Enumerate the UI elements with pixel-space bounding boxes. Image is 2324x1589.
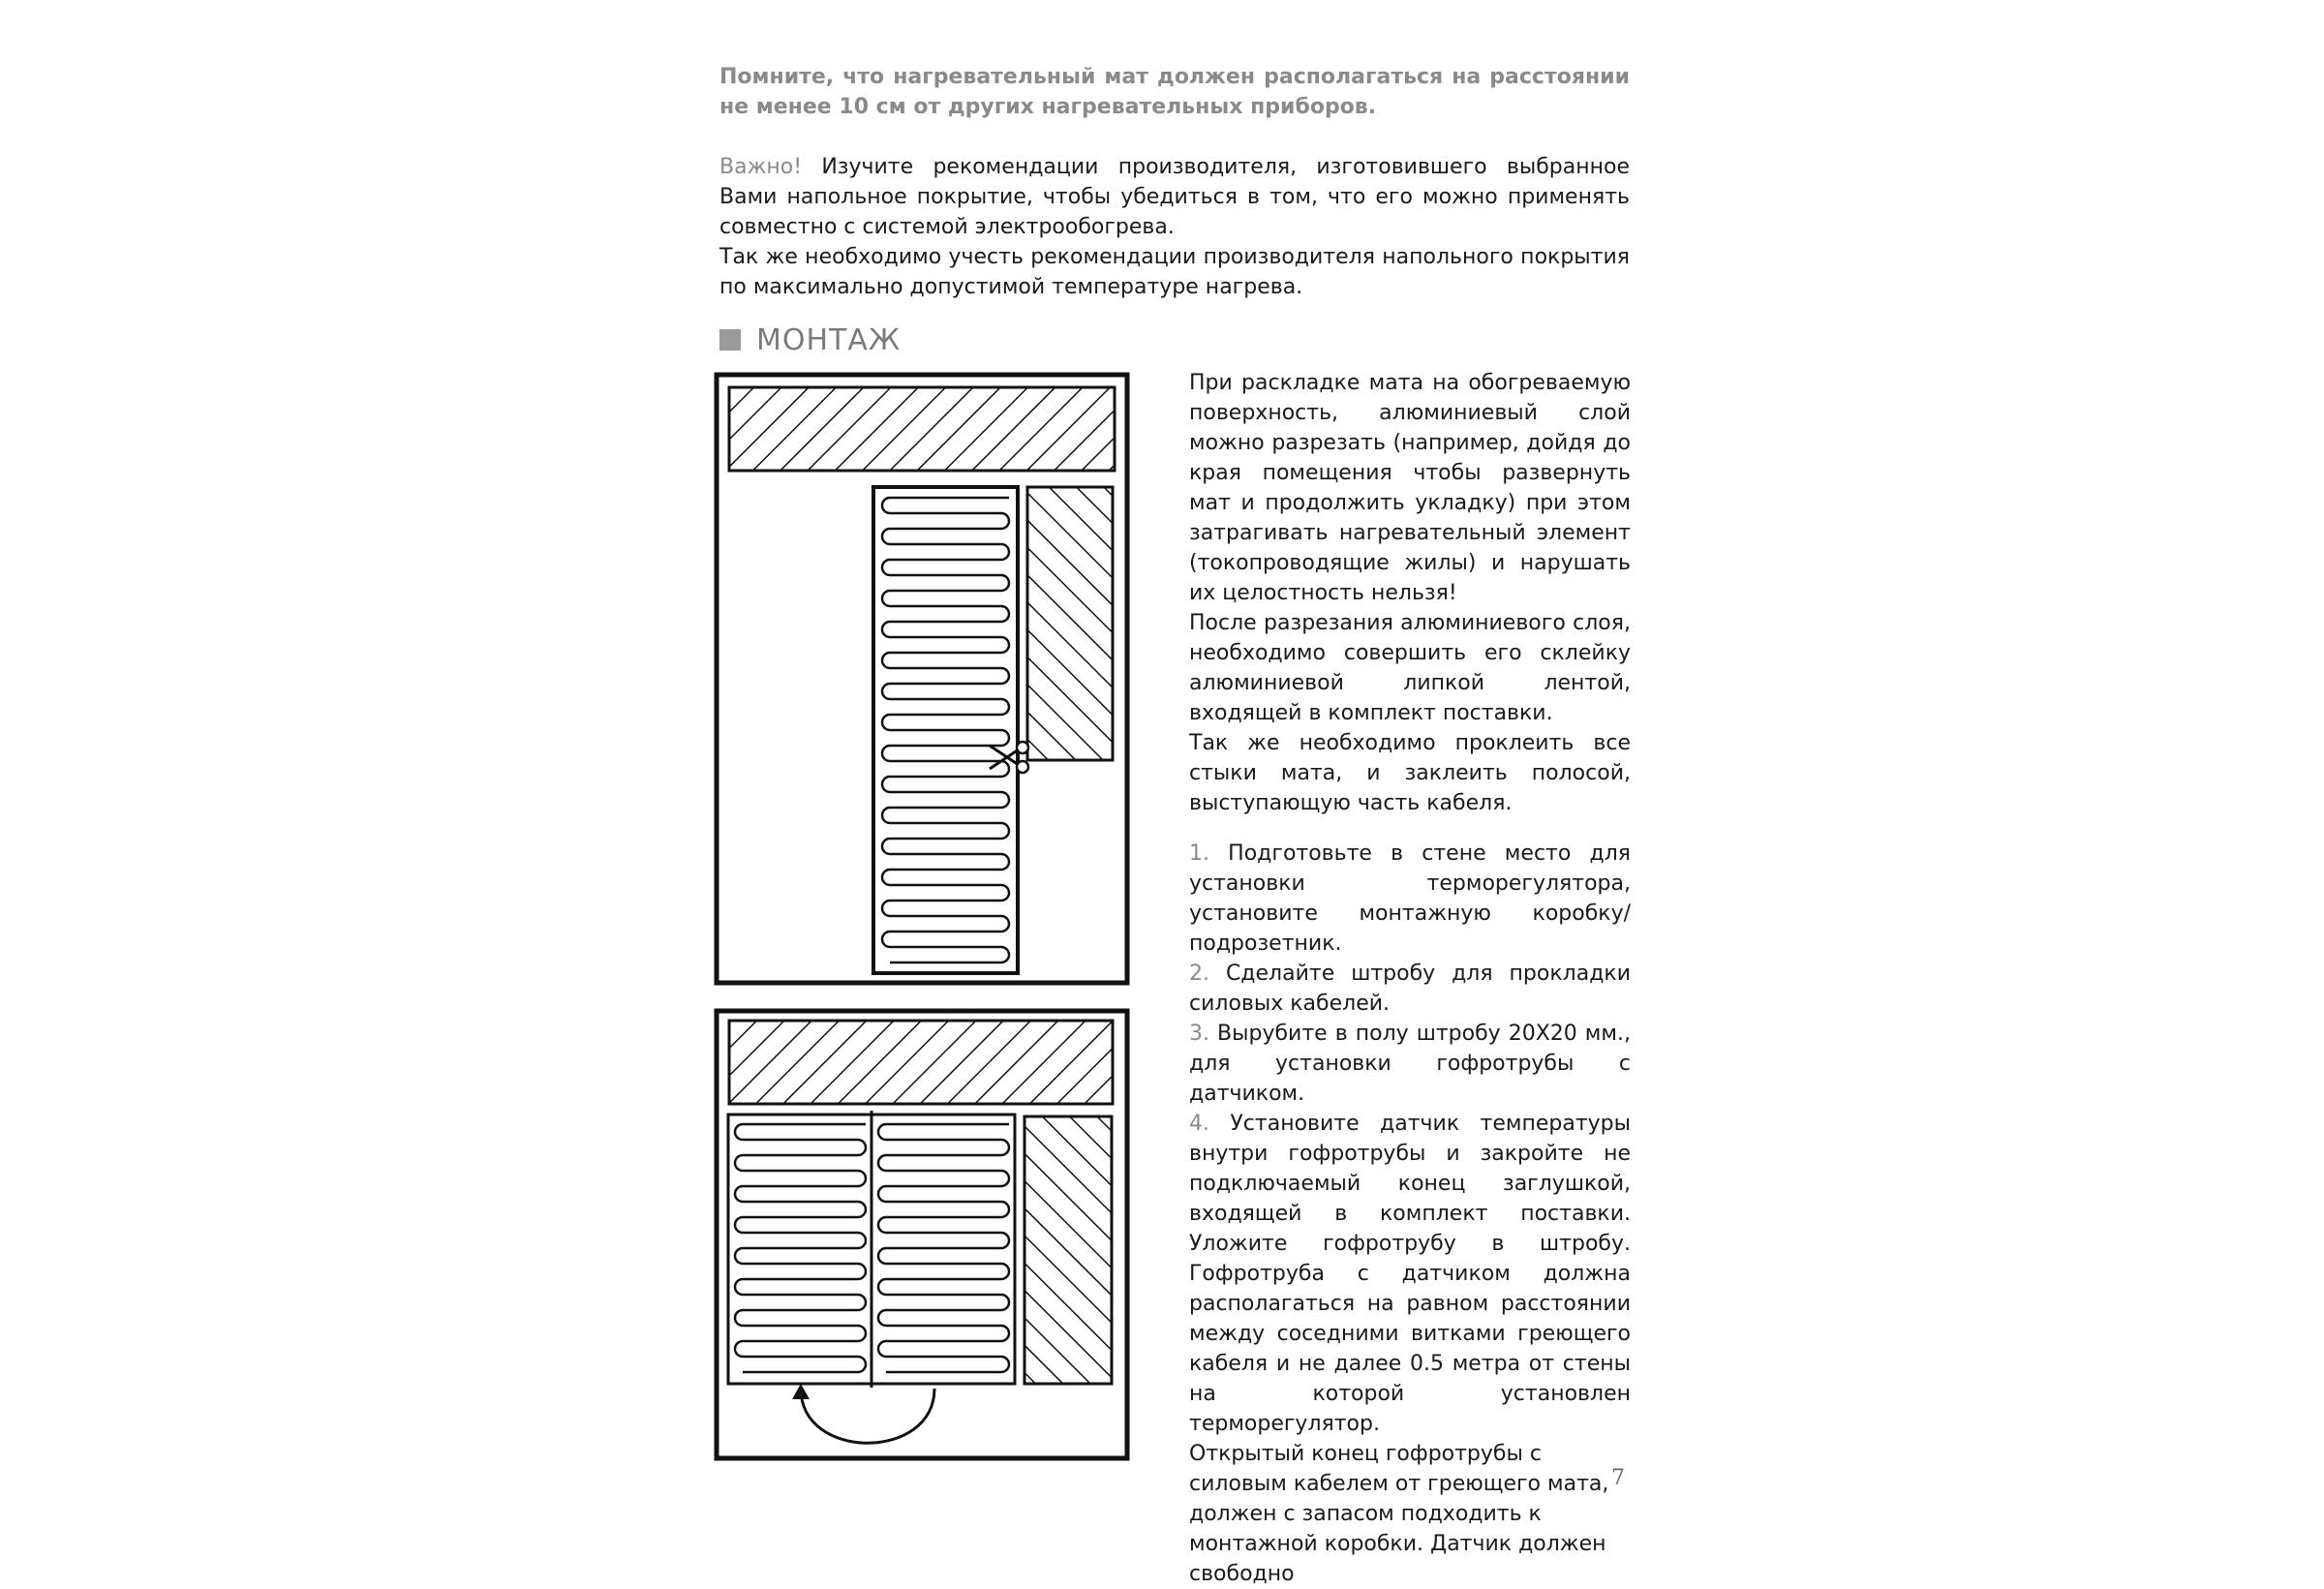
temperature-paragraph: Так же необходимо учесть рекомендации производителя напольного покрытия по максимально допустимой температуре нагрева. bbox=[719, 245, 1630, 299]
step-3 bbox=[1189, 1019, 1631, 1109]
important-paragraph bbox=[719, 152, 1630, 242]
step-text: Подготовьте в стене место для установки терморегулятора, установите монтажную коробку/подрозетник. bbox=[1189, 841, 1631, 956]
joints-paragraph: Так же необходимо проклеить все стыки мата, и заклеить полосой, выступающую часть кабеля. bbox=[1189, 731, 1631, 815]
installation-text-column bbox=[1189, 368, 1631, 1589]
open-end-paragraph: Открытый конец гофротрубы с силовым кабелем от греющего мата, должен с запасом подходить к монтажной коробки. Датчик должен свободно bbox=[1189, 1442, 1609, 1586]
step-2 bbox=[1189, 959, 1631, 1019]
section-square-icon bbox=[719, 329, 741, 351]
section-title: МОНТАЖ bbox=[756, 322, 902, 357]
step-text: Вырубите в полу штробу 20Х20 мм., для установки гофротрубы с датчиком. bbox=[1189, 1022, 1631, 1106]
step-text: Сделайте штробу для прокладки силовых кабелей. bbox=[1189, 962, 1631, 1016]
section-header bbox=[719, 322, 901, 357]
step-number: 4. bbox=[1189, 1112, 1209, 1136]
figure-mat-cut-drawing bbox=[714, 372, 1130, 986]
distance-notice: Помните, что нагревательный мат должен располагаться на расстоянии не менее 10 см от других нагревательных приборов. bbox=[719, 65, 1630, 119]
hatched-wall-side bbox=[1024, 1116, 1112, 1384]
hatched-wall-side bbox=[1027, 487, 1113, 760]
cutting-paragraph: При раскладке мата на обогреваемую поверхность, алюминиевый слой можно разрезать (например, дойдя до края помещения чтобы развернуть мат и продолжить укладку) при этом затрагивать нагревательный элемент (токопроводящие жилы) и нарушать их целостность нельзя! bbox=[1189, 371, 1631, 605]
figure-mat-turned bbox=[714, 1008, 1130, 1461]
gluing-paragraph: После разрезания алюминиевого слоя, необходимо совершить его склейку алюминиевой липкой лентой, входящей в комплект поставки. bbox=[1189, 611, 1631, 725]
important-label: Важно! bbox=[719, 155, 803, 179]
step-number: 3. bbox=[1189, 1022, 1209, 1046]
important-text: Изучите рекомендации производителя, изготовившего выбранное Вами напольное покрытие, чтобы убедиться в том, что его можно применять совместно с системой электрообогрева. bbox=[719, 155, 1630, 239]
hatched-wall-top bbox=[729, 387, 1115, 471]
step-text: Установите датчик температуры внутри гофротрубы и закройте не подключаемый конец заглушкой, входящей в комплект поставки. Уложите гофротрубу в штробу. Гофротруба с датчиком должна располагаться на равном расстоянии между соседними витками греющего кабеля и не далее 0.5 метра от стены на которой установлен терморегулятор. bbox=[1189, 1112, 1631, 1436]
intro-block bbox=[719, 62, 1630, 302]
step-number: 2. bbox=[1189, 962, 1209, 986]
hatched-wall-top bbox=[729, 1021, 1113, 1104]
step-4 bbox=[1189, 1109, 1631, 1439]
page-number: 7 bbox=[1611, 1466, 1625, 1490]
step-number: 1. bbox=[1189, 841, 1209, 866]
figure-mat-cut bbox=[714, 372, 1130, 986]
figure-mat-turned-drawing bbox=[714, 1008, 1130, 1461]
step-1 bbox=[1189, 839, 1631, 959]
